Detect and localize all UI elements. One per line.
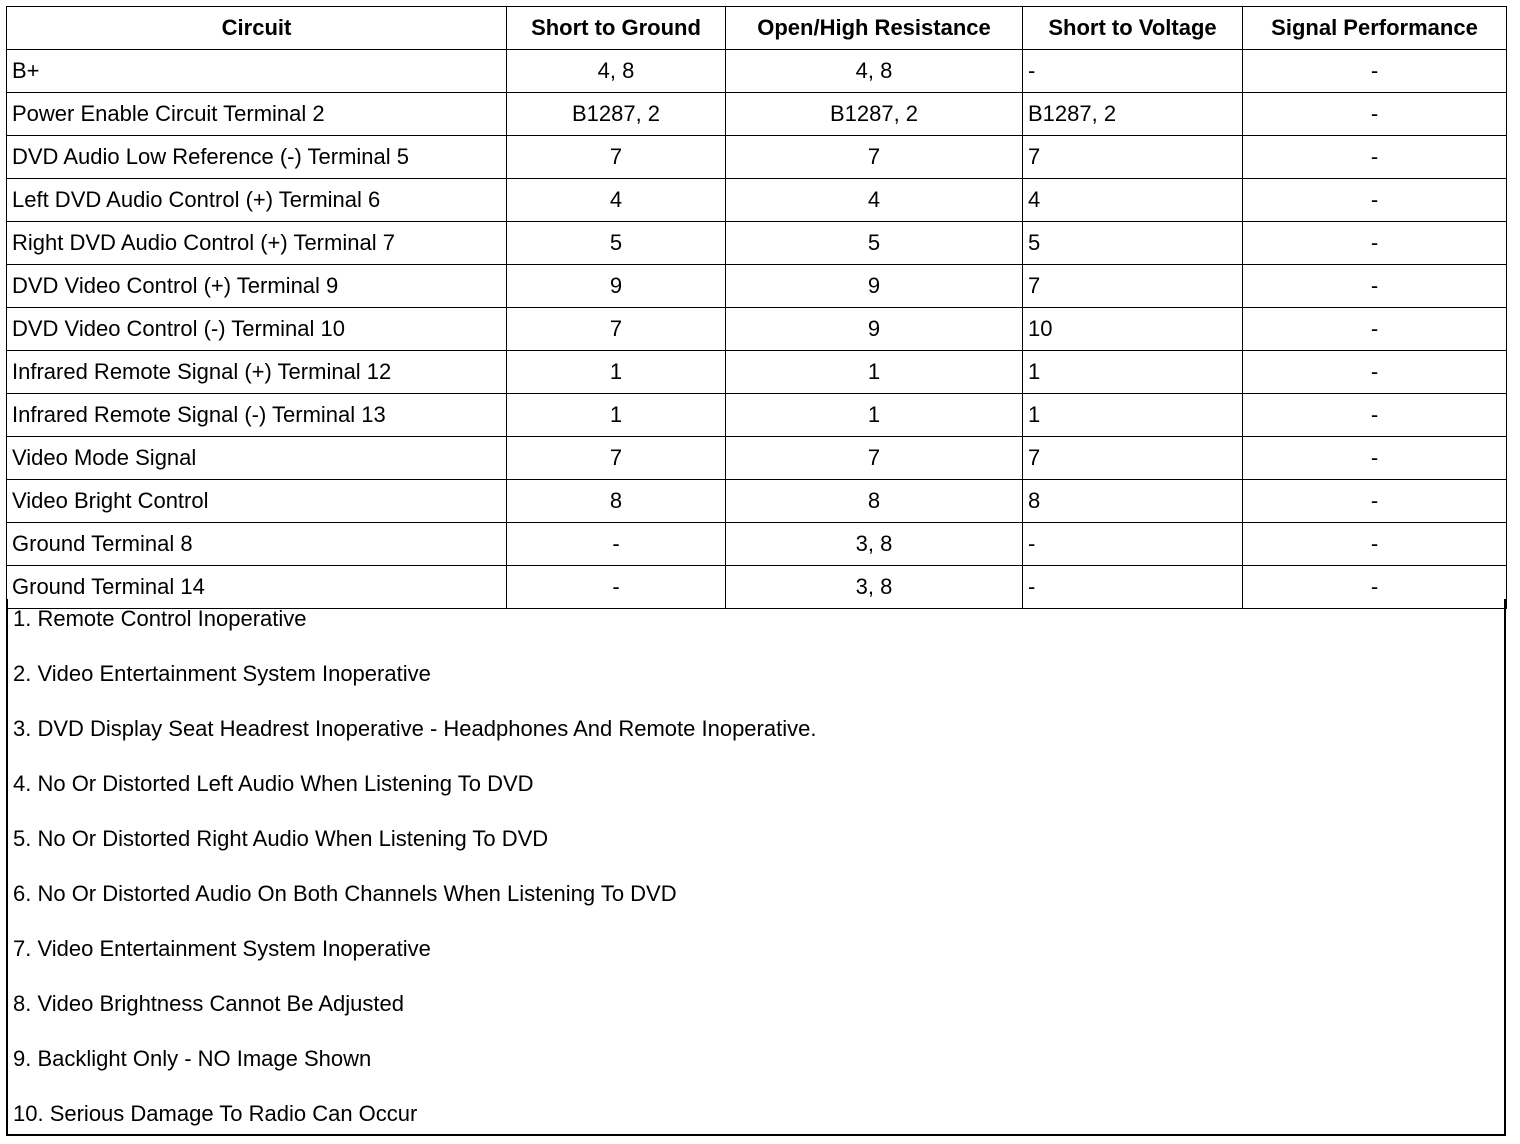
- cell-open-high-resistance: 8: [726, 480, 1023, 523]
- cell-circuit: Infrared Remote Signal (-) Terminal 13: [7, 394, 507, 437]
- cell-open-high-resistance: 1: [726, 394, 1023, 437]
- note-item: 7. Video Entertainment System Inoperative: [13, 936, 431, 961]
- cell-short-to-voltage: -: [1023, 523, 1243, 566]
- cell-signal-performance: -: [1243, 308, 1507, 351]
- cell-short-to-ground: 4: [507, 179, 726, 222]
- cell-signal-performance: -: [1243, 50, 1507, 93]
- cell-short-to-voltage: 8: [1023, 480, 1243, 523]
- cell-short-to-voltage: 4: [1023, 179, 1243, 222]
- cell-short-to-voltage: 7: [1023, 136, 1243, 179]
- note-item: 4. No Or Distorted Left Audio When Listening To DVD: [13, 771, 534, 796]
- cell-signal-performance: -: [1243, 394, 1507, 437]
- note-item: 8. Video Brightness Cannot Be Adjusted: [13, 991, 404, 1016]
- diagnostic-table: [6, 6, 1507, 609]
- cell-short-to-ground: B1287, 2: [507, 93, 726, 136]
- note-item: 10. Serious Damage To Radio Can Occur: [13, 1101, 418, 1126]
- cell-open-high-resistance: 9: [726, 265, 1023, 308]
- cell-signal-performance: -: [1243, 480, 1507, 523]
- cell-short-to-voltage: 7: [1023, 265, 1243, 308]
- note-item: 2. Video Entertainment System Inoperative: [13, 661, 431, 686]
- cell-signal-performance: -: [1243, 265, 1507, 308]
- cell-circuit: Left DVD Audio Control (+) Terminal 6: [7, 179, 507, 222]
- note-item: 5. No Or Distorted Right Audio When Listening To DVD: [13, 826, 549, 851]
- cell-short-to-voltage: B1287, 2: [1023, 93, 1243, 136]
- table-row: [7, 265, 1507, 308]
- note-item: 9. Backlight Only - NO Image Shown: [13, 1046, 372, 1071]
- cell-short-to-ground: 7: [507, 308, 726, 351]
- cell-open-high-resistance: 3, 8: [726, 523, 1023, 566]
- cell-circuit: DVD Video Control (-) Terminal 10: [7, 308, 507, 351]
- table-row: [7, 394, 1507, 437]
- cell-signal-performance: -: [1243, 179, 1507, 222]
- table-row: [7, 136, 1507, 179]
- cell-open-high-resistance: 4: [726, 179, 1023, 222]
- cell-short-to-ground: 8: [507, 480, 726, 523]
- table-header-row: [7, 7, 1507, 50]
- cell-open-high-resistance: 3, 8: [726, 566, 1023, 609]
- cell-signal-performance: -: [1243, 93, 1507, 136]
- cell-circuit: DVD Video Control (+) Terminal 9: [7, 265, 507, 308]
- header-signal-performance: Signal Performance: [1243, 7, 1507, 50]
- header-open-high-resistance: Open/High Resistance: [726, 7, 1023, 50]
- cell-circuit: Ground Terminal 14: [7, 566, 507, 609]
- table-row: [7, 351, 1507, 394]
- table-row: [7, 222, 1507, 265]
- header-short-to-ground: Short to Ground: [507, 7, 726, 50]
- cell-short-to-ground: 4, 8: [507, 50, 726, 93]
- cell-open-high-resistance: 1: [726, 351, 1023, 394]
- cell-short-to-voltage: 1: [1023, 394, 1243, 437]
- cell-short-to-ground: 1: [507, 351, 726, 394]
- header-short-to-voltage: Short to Voltage: [1023, 7, 1243, 50]
- cell-short-to-ground: 7: [507, 136, 726, 179]
- cell-open-high-resistance: B1287, 2: [726, 93, 1023, 136]
- note-item: 6. No Or Distorted Audio On Both Channels When Listening To DVD: [13, 881, 677, 906]
- cell-open-high-resistance: 4, 8: [726, 50, 1023, 93]
- table-body: [7, 50, 1507, 609]
- cell-circuit: Infrared Remote Signal (+) Terminal 12: [7, 351, 507, 394]
- cell-short-to-voltage: -: [1023, 566, 1243, 609]
- cell-signal-performance: -: [1243, 222, 1507, 265]
- table-row: [7, 50, 1507, 93]
- note-item: 3. DVD Display Seat Headrest Inoperative - Headphones And Remote Inoperative.: [13, 716, 817, 741]
- cell-open-high-resistance: 9: [726, 308, 1023, 351]
- header-circuit: Circuit: [7, 7, 507, 50]
- notes-section: [6, 599, 1506, 1136]
- cell-short-to-ground: 9: [507, 265, 726, 308]
- cell-short-to-voltage: 1: [1023, 351, 1243, 394]
- cell-circuit: Ground Terminal 8: [7, 523, 507, 566]
- cell-circuit: Power Enable Circuit Terminal 2: [7, 93, 507, 136]
- cell-short-to-voltage: 5: [1023, 222, 1243, 265]
- cell-circuit: Right DVD Audio Control (+) Terminal 7: [7, 222, 507, 265]
- cell-signal-performance: -: [1243, 136, 1507, 179]
- cell-signal-performance: -: [1243, 523, 1507, 566]
- cell-short-to-voltage: 10: [1023, 308, 1243, 351]
- table-row: [7, 523, 1507, 566]
- table-row: [7, 179, 1507, 222]
- table-row: [7, 480, 1507, 523]
- note-item: 1. Remote Control Inoperative: [13, 606, 307, 631]
- cell-short-to-ground: -: [507, 523, 726, 566]
- cell-short-to-ground: 1: [507, 394, 726, 437]
- cell-open-high-resistance: 7: [726, 437, 1023, 480]
- cell-signal-performance: -: [1243, 566, 1507, 609]
- cell-circuit: Video Bright Control: [7, 480, 507, 523]
- table-row: [7, 437, 1507, 480]
- cell-open-high-resistance: 7: [726, 136, 1023, 179]
- cell-circuit: B+: [7, 50, 507, 93]
- cell-open-high-resistance: 5: [726, 222, 1023, 265]
- cell-signal-performance: -: [1243, 351, 1507, 394]
- cell-circuit: Video Mode Signal: [7, 437, 507, 480]
- table-row: [7, 308, 1507, 351]
- cell-short-to-ground: 5: [507, 222, 726, 265]
- cell-circuit: DVD Audio Low Reference (-) Terminal 5: [7, 136, 507, 179]
- table-row: [7, 93, 1507, 136]
- cell-short-to-voltage: -: [1023, 50, 1243, 93]
- cell-short-to-ground: -: [507, 566, 726, 609]
- cell-short-to-voltage: 7: [1023, 437, 1243, 480]
- cell-short-to-ground: 7: [507, 437, 726, 480]
- cell-signal-performance: -: [1243, 437, 1507, 480]
